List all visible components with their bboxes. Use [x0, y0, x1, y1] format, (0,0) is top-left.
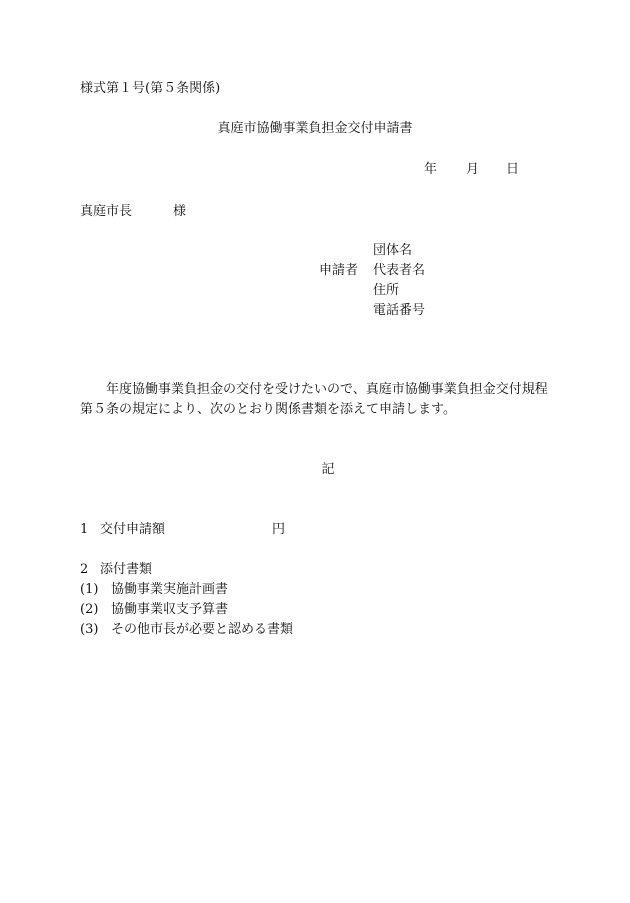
- document-title: 真庭市協働事業負担金交付申請書: [217, 121, 413, 136]
- attachment-number: (2): [80, 602, 99, 617]
- applicant-field-address: 住所: [373, 283, 400, 298]
- applicant-field-organization: 団体名: [373, 243, 413, 258]
- item-label-attachments: 添付書類: [100, 562, 153, 577]
- date-day-label: 日: [506, 162, 520, 177]
- attachment-item: 協働事業収支予算書: [111, 602, 229, 617]
- body-paragraph: 年度協働事業負担金の交付を受けたいので、真庭市協働事業負担金交付規程第５条の規定により、次のとおり関係書類を添えて申請します。: [80, 382, 548, 417]
- item-number: 2: [80, 562, 89, 577]
- form-number: 様式第１号(第５条関係): [80, 81, 221, 96]
- attachment-item: その他市長が必要と認める書類: [111, 622, 294, 637]
- applicant-field-phone: 電話番号: [373, 303, 426, 318]
- date-month-label: 月: [466, 162, 480, 177]
- item-number: 1: [80, 522, 89, 537]
- item-unit-yen: 円: [272, 522, 286, 537]
- ki-heading: 記: [321, 462, 335, 477]
- applicant-label: 申請者: [319, 263, 359, 278]
- applicant-field-representative: 代表者名: [373, 263, 426, 278]
- attachment-number: (1): [80, 582, 99, 597]
- item-label-amount: 交付申請額: [100, 522, 166, 537]
- attachment-item: 協働事業実施計画書: [111, 582, 229, 597]
- attachment-number: (3): [80, 622, 99, 637]
- addressee-honorific: 様: [173, 204, 187, 219]
- addressee-name: 真庭市長: [80, 204, 133, 219]
- date-year-label: 年: [424, 162, 438, 177]
